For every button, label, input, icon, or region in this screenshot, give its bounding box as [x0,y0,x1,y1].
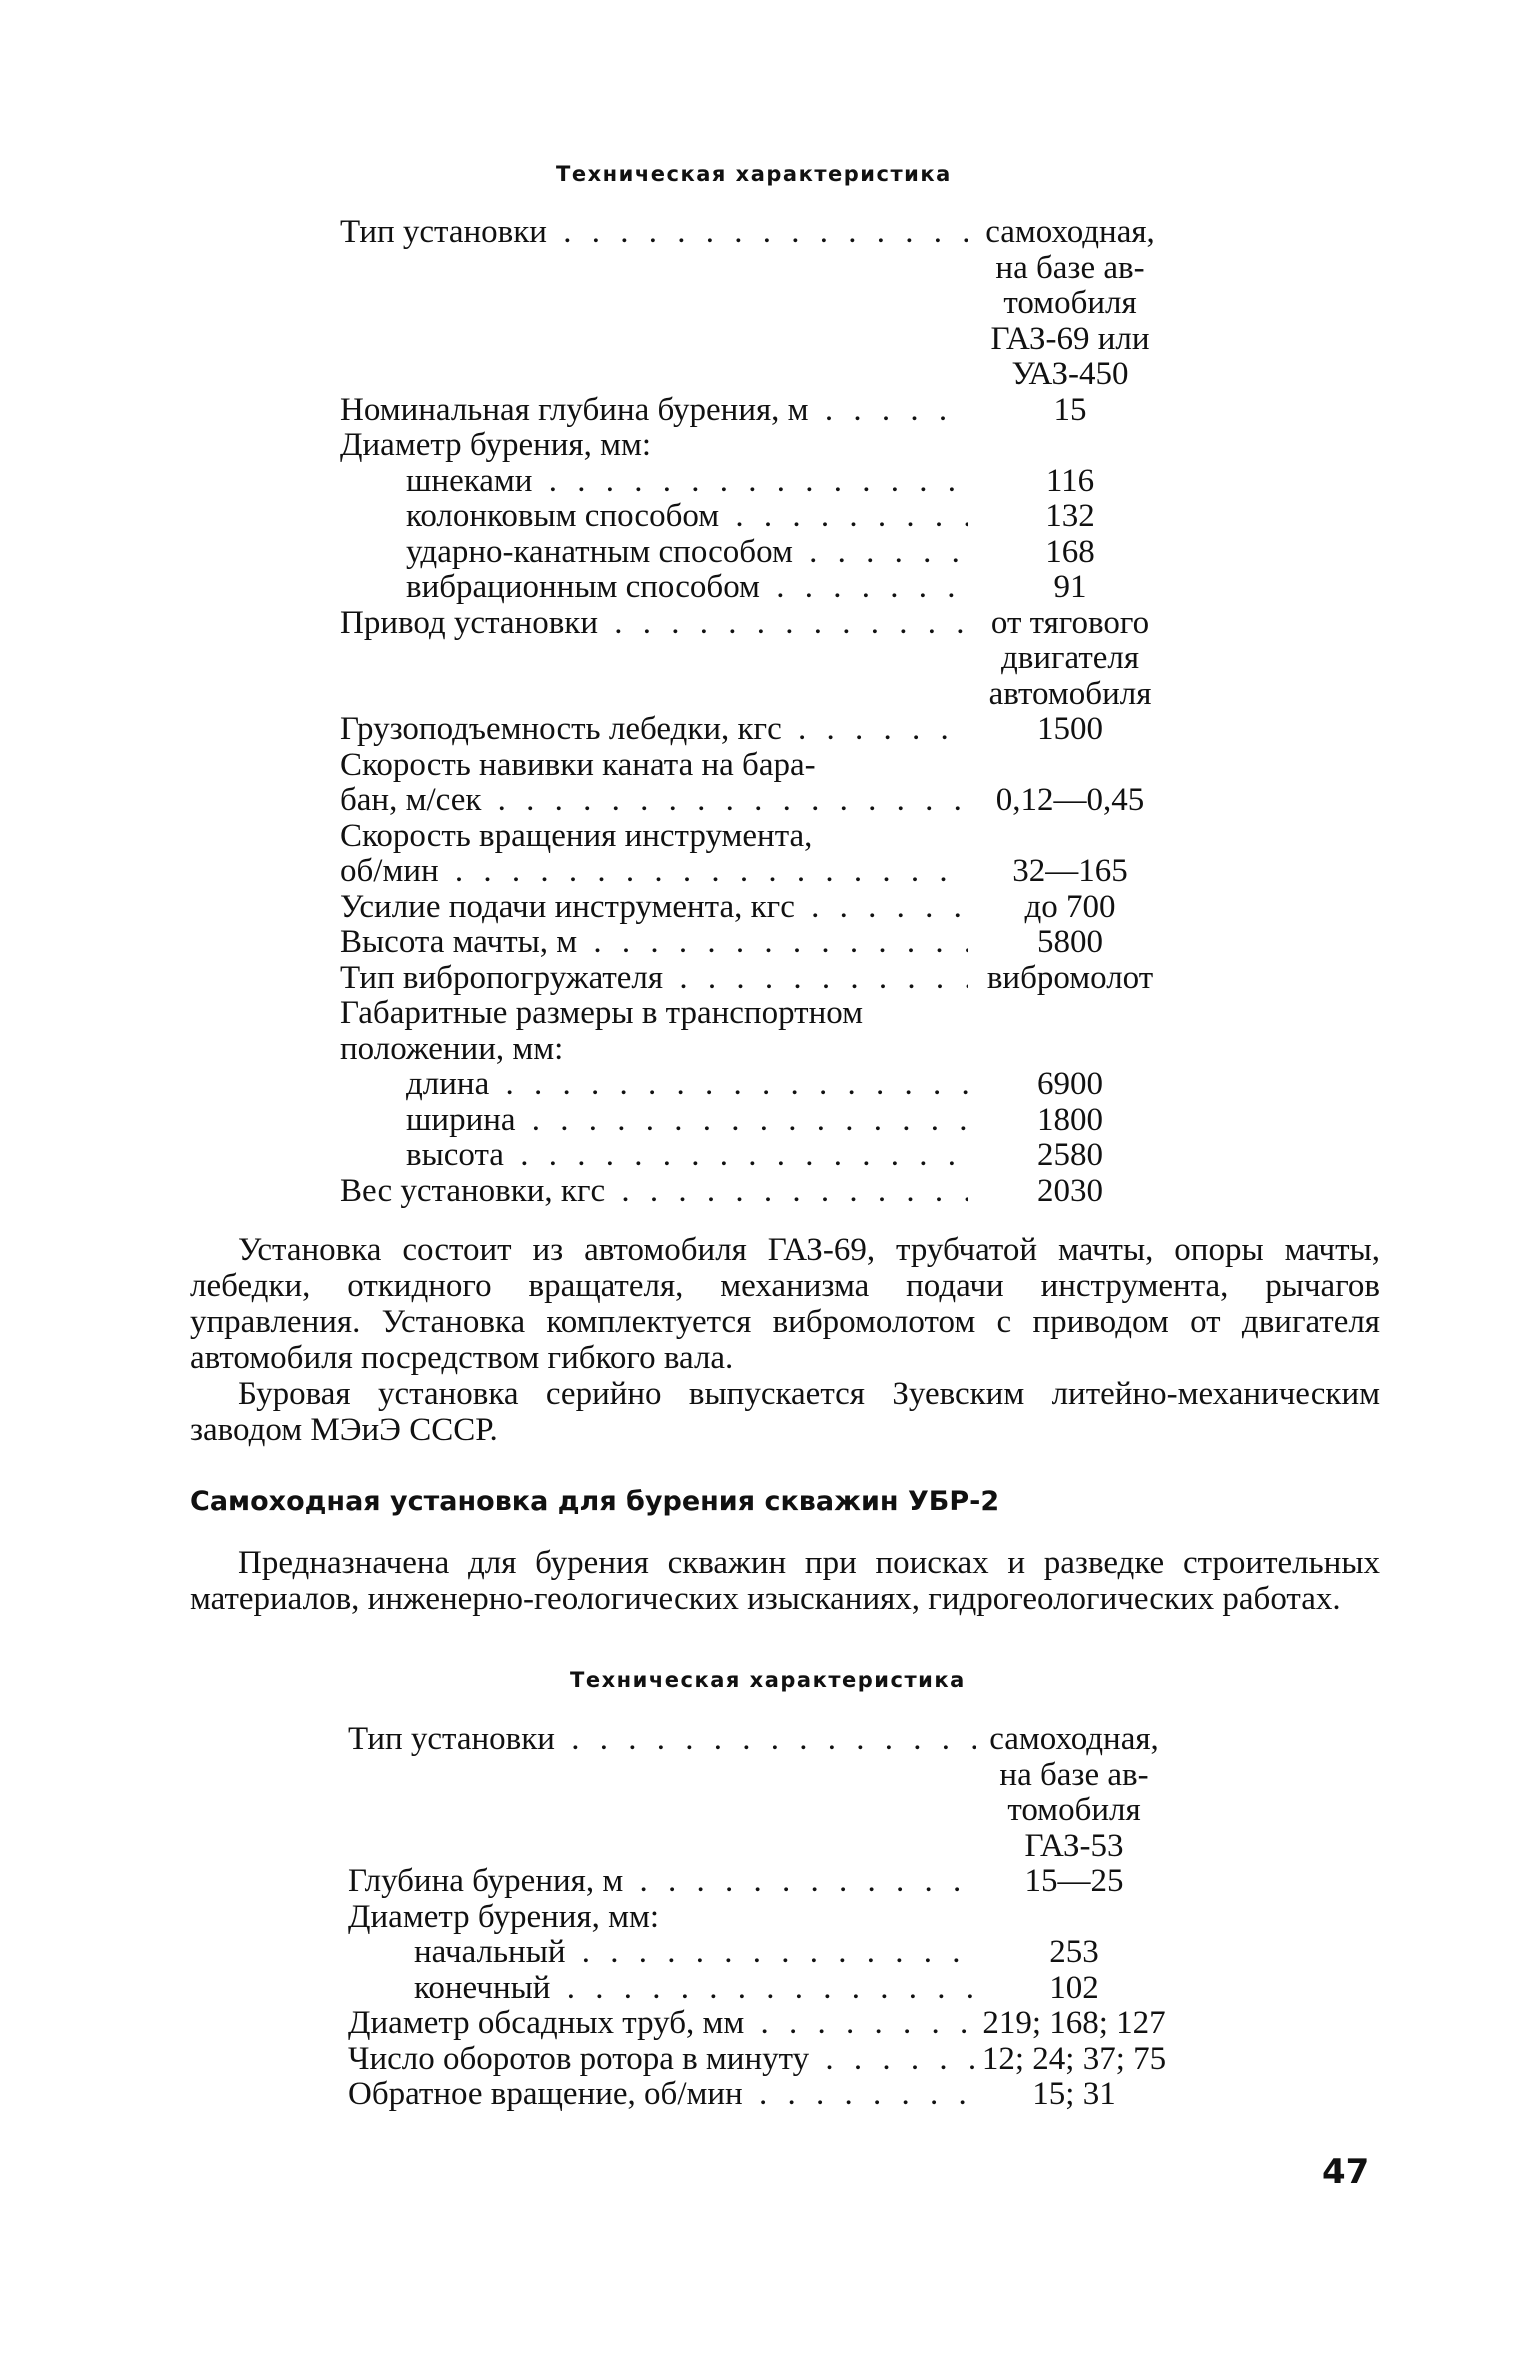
spec-label [348,1864,976,1900]
spec-label [406,535,968,571]
spec-label-text: Усилие подачи инструмента, кгс [340,889,795,925]
spec-label-text: начальный [414,1935,566,1970]
spec-row [340,570,1200,606]
spec-label [348,2077,976,2113]
spec-label-text: вибрационным способом [406,570,760,605]
spec-value: томобиля [1007,1792,1141,1828]
spec-value: 1500 [1037,711,1103,747]
spec-label [340,783,968,819]
spec-value: от тягового [990,604,1150,641]
section2-intro-text: Предназначена для бурения скважин при поисках и разведке строительных материалов, инженерно-геологических изысканиях, гидрогеологических работах. [190,1545,1380,1617]
spec-label-text: Диаметр бурения, мм: [348,1899,660,1935]
spec-label-text: Число оборотов ротора в минуту [348,2041,810,2077]
spec-row [348,1864,1208,1900]
spec-label-text: Привод установки [340,605,598,641]
spec-row [340,1103,1200,1139]
spec-value: 2580 [1037,1137,1103,1173]
spec-label [406,464,968,500]
spec-label-text: длина [406,1067,490,1102]
spec-label [340,606,968,642]
spec-row [340,783,1200,819]
spec-value: автомобиля [988,675,1152,712]
spec-row [340,251,1200,287]
paragraph1-p2: Буровая установка серийно выпускается Зуевским литейно-механическим заводом МЭиЭ СССР. [190,1376,1380,1448]
spec-row [340,854,1200,890]
spec-row [340,606,1200,642]
spec-row [348,2077,1208,2113]
spec-label [340,961,968,997]
spec-label-text: Габаритные размеры в транспортном [340,996,863,1031]
spec-value: 5800 [1037,924,1103,960]
spec-label [340,712,968,748]
spec-row [340,819,1200,855]
spec-row [340,322,1200,358]
spec-label-text: ширина [406,1102,516,1138]
spec-value: томобиля [1003,285,1137,321]
spec-row [348,1793,1208,1829]
spec-row [340,1032,1200,1068]
spec-label [406,1138,968,1174]
spec-value: 219; 168; 127 [982,2005,1166,2041]
spec-value: на базе ав- [995,249,1145,286]
spec-value: двигателя [1000,640,1140,676]
spec-row [348,2042,1208,2078]
spec-value: ГАЗ-69 или [990,320,1150,357]
spec-label [406,1103,968,1139]
spec-value: 253 [1049,1934,1099,1970]
spec-row [340,428,1200,464]
spec-label [340,925,968,961]
spec-label [348,1900,976,1936]
spec-label-text: высота [406,1138,504,1173]
spec-label-text: Грузоподъемность лебедки, кгс [340,712,782,747]
spec-label [340,215,968,251]
spec-row [340,712,1200,748]
spec-label [406,570,968,606]
spec-label-text: Тип установки [340,215,547,250]
spec-label [406,1067,968,1103]
spec-row [340,641,1200,677]
spec-label-text: бан, м/сек [340,783,482,818]
spec-row [348,1900,1208,1936]
spec-row [340,1067,1200,1103]
spec-label-text: об/мин [340,854,439,889]
spec-label [406,499,968,535]
spec-row [340,535,1200,571]
spec-label-text: Глубина бурения, м [348,1864,624,1899]
page-number: 47 [1322,2152,1370,2192]
spec-row [340,357,1200,393]
spec-value: до 700 [1024,888,1116,925]
spec-row [340,499,1200,535]
spec-value: вибромолот [986,959,1154,996]
spec-label-text: конечный [414,1970,551,2006]
spec-label [340,1174,968,1210]
spec-value: 168 [1045,533,1095,570]
spec-row [340,996,1200,1032]
spec-row [340,393,1200,429]
spec-value: самоходная, [989,1721,1159,1757]
spec-value: 6900 [1037,1066,1103,1102]
section2-intro [190,1545,1380,1617]
spec-label-text: ударно-канатным способом [406,534,793,570]
spec-row [340,215,1200,251]
spec-value: 32—165 [1012,853,1128,889]
spec-label-text: Тип вибропогружателя [340,960,664,996]
spec-row [340,925,1200,961]
spec-label [340,819,968,855]
spec-row [348,1829,1208,1865]
spec-row [348,2006,1208,2042]
spec-value: УАЗ-450 [1011,356,1129,392]
spec-label [340,1032,968,1068]
spec1-heading: Техническая характеристика [556,162,952,186]
spec-label [414,1971,976,2007]
spec-value: 12; 24; 37; 75 [981,2040,1167,2077]
spec-value: 2030 [1037,1172,1103,1209]
spec2-heading: Техническая характеристика [570,1668,966,1692]
spec-value: 0,12—0,45 [995,782,1145,818]
spec-label-text: Номинальная глубина бурения, м [340,392,809,428]
spec-label-text: Диаметр обсадных труб, мм [348,2006,745,2041]
spec-row [340,677,1200,713]
spec-label-text: шнеками [406,463,533,499]
spec-value: 132 [1045,498,1095,534]
spec-value: 102 [1049,1969,1099,2006]
section2-title: Самоходная установка для бурения скважин УБР-2 [190,1486,1000,1517]
paragraph1 [190,1232,1380,1448]
spec-value: 15—25 [1024,1863,1124,1899]
spec-label-text: колонковым способом [406,499,720,534]
spec-row [340,286,1200,322]
spec-row [348,1758,1208,1794]
spec-row [340,1138,1200,1174]
spec-label-text: Обратное вращение, об/мин [348,2077,743,2112]
spec-label [340,854,968,890]
spec-label-text: Вес установки, кгс [340,1173,606,1209]
spec-value: 91 [1053,569,1087,605]
spec-row [340,748,1200,784]
spec-label [340,890,968,926]
spec-row [348,1722,1208,1758]
spec-label [414,1935,976,1971]
spec-value: ГАЗ-53 [1024,1827,1124,1864]
spec-label [348,1722,976,1758]
spec-value: 15; 31 [1032,2076,1116,2112]
spec-label [340,393,968,429]
spec-label-text: Скорость навивки каната на бара- [340,747,816,783]
spec-value: 116 [1045,462,1095,499]
spec-label [340,748,968,784]
spec-row [340,1174,1200,1210]
spec-label-text: Скорость вращения инструмента, [340,818,813,854]
spec-label-text: Диаметр бурения, мм: [340,428,652,463]
spec-label [348,2042,976,2078]
spec-label [348,2006,976,2042]
spec-row [340,464,1200,500]
spec-label-text: положении, мм: [340,1031,564,1067]
spec-row [348,1971,1208,2007]
spec2-table [348,1722,1208,2113]
spec-row [340,890,1200,926]
spec-value: на базе ав- [999,1756,1149,1793]
paragraph1-p1: Установка состоит из автомобиля ГАЗ-69, трубчатой мачты, опоры мачты, лебедки, откидного вращателя, механизма подачи инструмента, рычагов управления. Установка комплектуется вибромолотом с приводом от двигателя автомобиля посредством гибкого вала. [190,1232,1380,1376]
spec-row [340,961,1200,997]
spec-value: 1800 [1037,1101,1103,1138]
spec-value: 15 [1053,391,1087,428]
spec-label [340,996,968,1032]
spec1-table [340,215,1200,1209]
spec-label-text: Тип установки [348,1722,555,1757]
spec-label [340,428,968,464]
spec-row [348,1935,1208,1971]
spec-label-text: Высота мачты, м [340,925,578,960]
spec-value: самоходная, [985,214,1155,250]
